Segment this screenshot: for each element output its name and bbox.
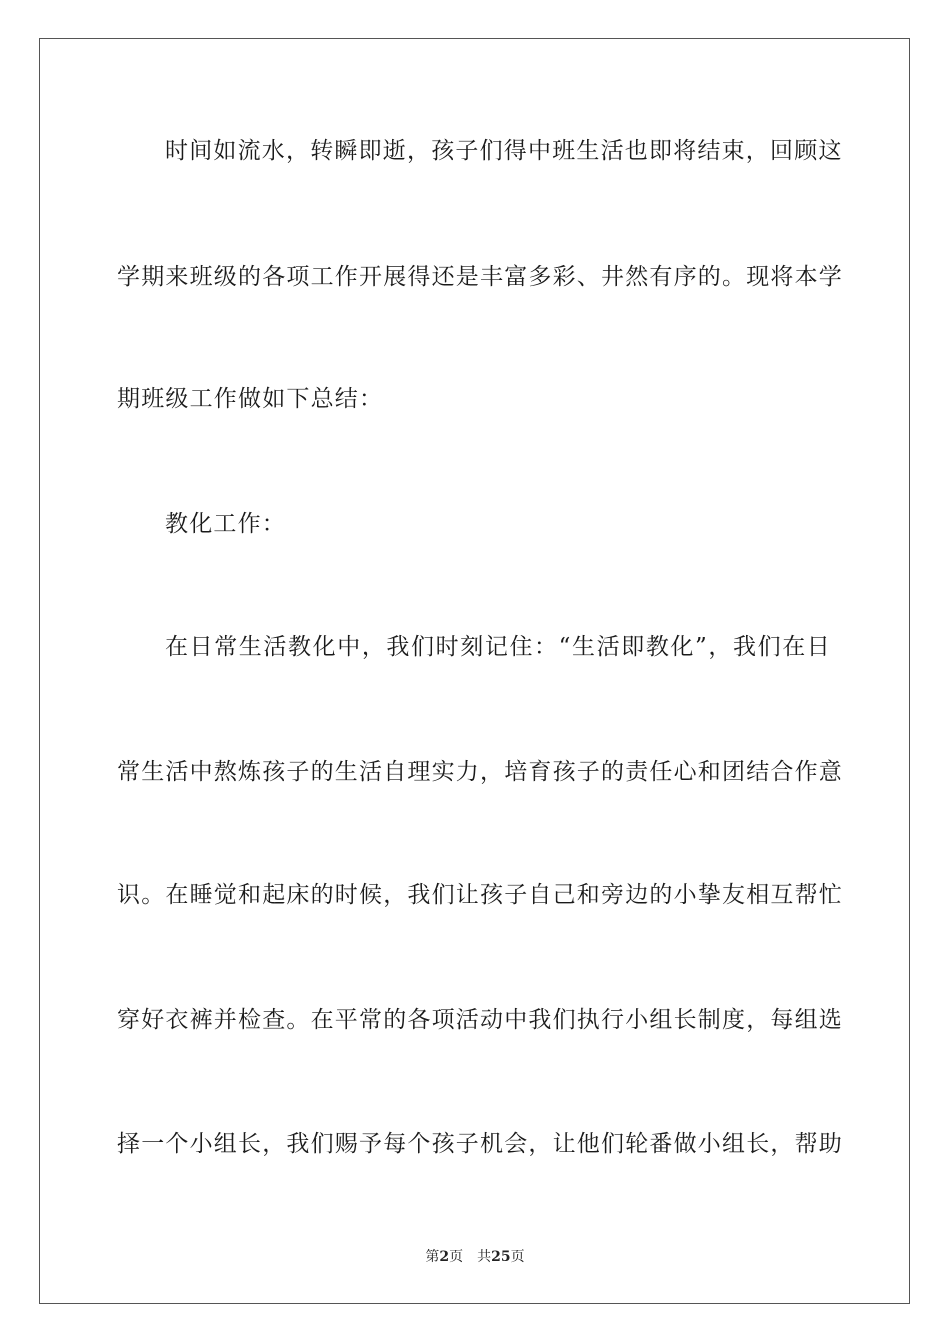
page-footer bbox=[0, 1248, 950, 1266]
page-number-suffix: 页 bbox=[449, 1249, 464, 1265]
page-number: 2 bbox=[439, 1249, 450, 1265]
paragraph-line: 学期来班级的各项工作开展得还是丰富多彩、井然有序的。现将本学 bbox=[117, 264, 843, 290]
page-border bbox=[39, 38, 910, 1304]
section-heading: 教化工作： bbox=[165, 511, 286, 537]
total-pages: 25 bbox=[491, 1249, 511, 1265]
paragraph-line: 常生活中熬炼孩子的生活自理实力，培育孩子的责任心和团结合作意 bbox=[117, 759, 843, 785]
total-pages-suffix: 页 bbox=[510, 1249, 525, 1265]
page-number-prefix: 第 bbox=[425, 1249, 440, 1265]
paragraph-line: 识。在睡觉和起床的时候，我们让孩子自己和旁边的小挚友相互帮忙 bbox=[117, 882, 843, 908]
total-pages-prefix: 共 bbox=[477, 1249, 492, 1265]
paragraph-line: 期班级工作做如下总结： bbox=[117, 386, 384, 412]
paragraph-line: 择一个小组长，我们赐予每个孩子机会，让他们轮番做小组长，帮助 bbox=[117, 1131, 843, 1157]
paragraph-line: 穿好衣裤并检查。在平常的各项活动中我们执行小组长制度，每组选 bbox=[117, 1007, 843, 1033]
paragraph-line: 在日常生活教化中，我们时刻记住：“生活即教化”，我们在日 bbox=[165, 634, 831, 660]
paragraph-line: 时间如流水，转瞬即逝，孩子们得中班生活也即将结束，回顾这 bbox=[165, 138, 843, 164]
